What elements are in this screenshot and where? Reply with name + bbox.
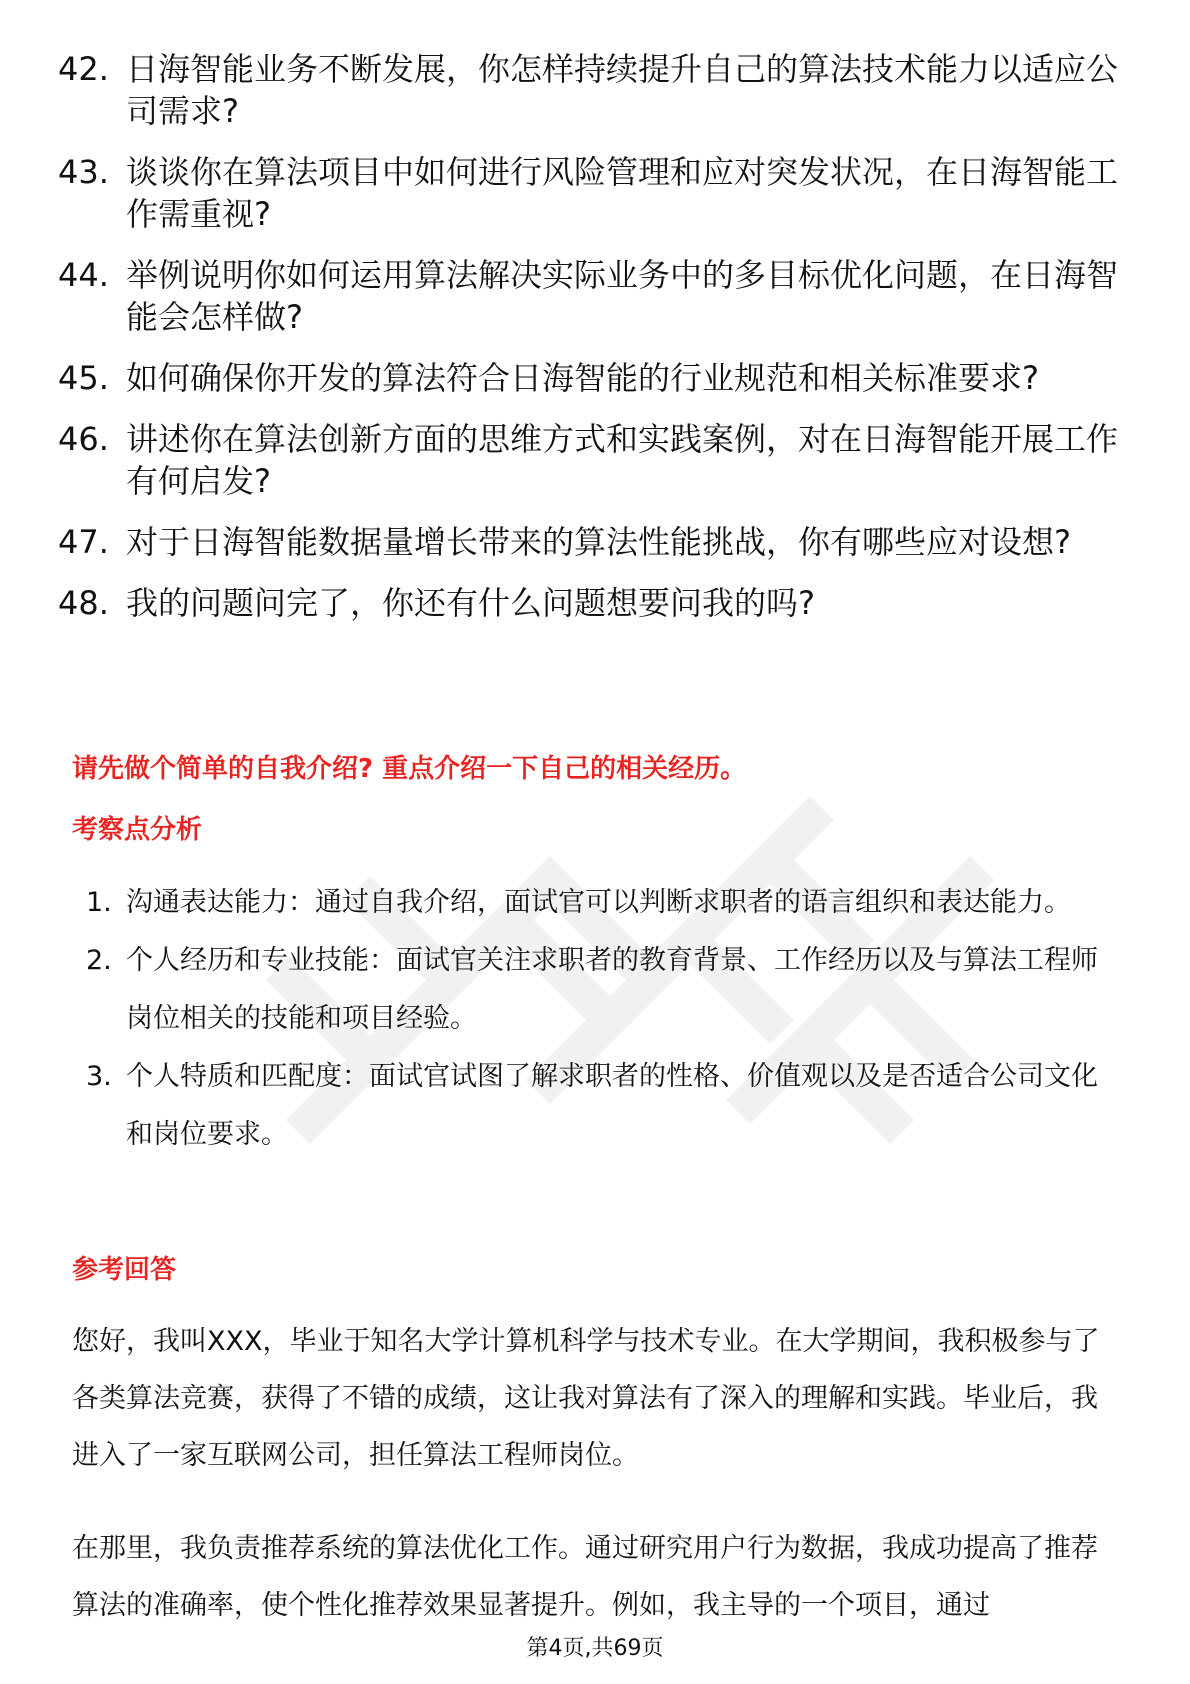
page-footer: 第4页,共69页 — [526, 1636, 664, 1661]
answer-heading: 参考回答 — [72, 1255, 177, 1285]
list-item — [58, 151, 1118, 235]
question-text: 如何确保你开发的算法符合日海智能的行业规范和相关标准要求? — [126, 359, 1039, 397]
question-text: 谈谈你在算法项目中如何进行风险管理和应对突发状况，在日海智能工作需重视? — [126, 153, 1119, 233]
analysis-points — [86, 874, 1116, 1164]
question-heading: 请先做个简单的自我介绍? 重点介绍一下自己的相关经历。 — [72, 754, 747, 784]
question-number: 45. — [58, 359, 109, 397]
question-text: 举例说明你如何运用算法解决实际业务中的多目标优化问题，在日海智能会怎样做? — [126, 256, 1119, 336]
list-item — [58, 582, 1118, 624]
answer-paragraph: 在那里，我负责推荐系统的算法优化工作。通过研究用户行为数据，我成功提高了推荐算法的准确率，使个性化推荐效果显著提升。例如，我主导的一个项目，通过 — [72, 1533, 1098, 1621]
question-text: 对于日海智能数据量增长带来的算法性能挑战，你有哪些应对设想? — [126, 523, 1071, 561]
question-number: 44. — [58, 256, 109, 294]
question-list — [58, 48, 1118, 643]
question-number: 48. — [58, 584, 109, 622]
analysis-heading: 考察点分析 — [72, 815, 203, 845]
question-text: 我的问题问完了，你还有什么问题想要问我的吗? — [126, 584, 815, 622]
list-item — [58, 357, 1118, 399]
question-number: 47. — [58, 523, 109, 561]
point-text: 个人经历和专业技能：面试官关注求职者的教育背景、工作经历以及与算法工程师岗位相关的技能和项目经验。 — [126, 945, 1098, 1034]
point-number: 3. — [86, 1061, 112, 1092]
point-text: 沟通表达能力：通过自我介绍，面试官可以判断求职者的语言组织和表达能力。 — [126, 887, 1071, 918]
point-number: 1. — [86, 887, 112, 918]
list-item — [86, 932, 1116, 1048]
question-number: 42. — [58, 50, 109, 88]
point-text: 个人特质和匹配度：面试官试图了解求职者的性格、价值观以及是否适合公司文化和岗位要求。 — [126, 1061, 1098, 1150]
question-number: 46. — [58, 420, 109, 458]
list-item — [58, 521, 1118, 563]
point-number: 2. — [86, 945, 112, 976]
list-item — [58, 254, 1118, 338]
answer-paragraph: 您好，我叫XXX，毕业于知名大学计算机科学与技术专业。在大学期间，我积极参与了各类算法竞赛，获得了不错的成绩，这让我对算法有了深入的理解和实践。毕业后，我进入了一家互联网公司，担任算法工程师岗位。 — [72, 1326, 1100, 1471]
question-text: 讲述你在算法创新方面的思维方式和实践案例，对在日海智能开展工作有何启发? — [126, 420, 1119, 500]
question-text: 日海智能业务不断发展，你怎样持续提升自己的算法技术能力以适应公司需求? — [126, 50, 1119, 130]
list-item — [58, 418, 1118, 502]
list-item — [86, 1048, 1116, 1164]
list-item — [86, 874, 1116, 932]
list-item — [58, 48, 1118, 132]
question-number: 43. — [58, 153, 109, 191]
